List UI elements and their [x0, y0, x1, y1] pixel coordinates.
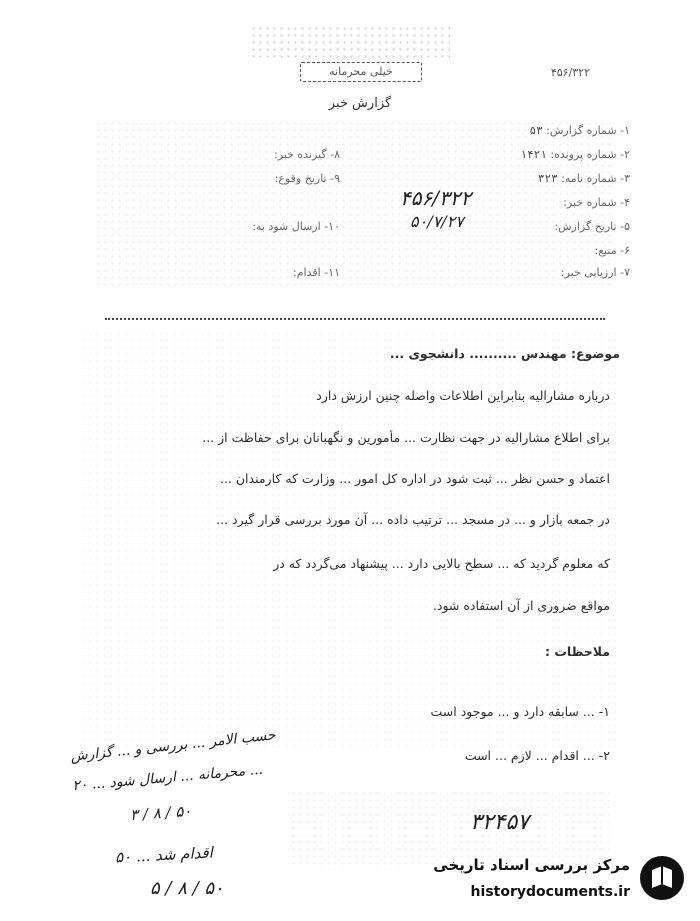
body-line: درباره مشارالیه بنابراین اطلاعات واصله چنین ارزش دارد: [316, 388, 610, 403]
body-line: برای اطلاع مشارالیه در جهت نظارت ... مأمورین و نگهبانان برای حفاظت از ...: [202, 430, 610, 445]
book-logo-icon: [638, 854, 686, 902]
remark-item: ۲- ... اقدام ... لازم ... است: [464, 748, 610, 763]
field-value: ۱۴۲۱: [520, 148, 547, 161]
field-label: ۸- گیرنده خبر:: [273, 148, 340, 161]
field-label: ۶- منبع:: [594, 244, 630, 257]
field-label: ۹- تاریخ وقوع:: [274, 172, 340, 185]
field-label: ۱- شماره گزارش:: [546, 124, 630, 137]
handwritten-note: حسب الامر ... بررسی و ... گزارش: [69, 727, 277, 765]
field-label: ۱۰- ارسال شود به:: [252, 220, 340, 233]
archive-logo: [420, 848, 690, 918]
field-label: ۴- شماره خبر:: [563, 196, 630, 209]
field-news-number: [563, 196, 630, 209]
halftone-band-top: [250, 25, 450, 60]
field-evaluation: [561, 266, 630, 279]
field-action: [293, 266, 340, 279]
handwritten-stamp-number: ۳۲۴۵۷: [470, 810, 530, 835]
field-label: ۳- شماره نامه:: [561, 172, 630, 185]
field-file-number: [520, 148, 630, 161]
body-line: اعتماد و حسن نظر ... ثبت شود در اداره کل امور ... وزارت که کارمندان ...: [219, 471, 610, 486]
remarks-title: ملاحظات :: [544, 644, 610, 659]
handwritten-report-date: ۵۰/۷/۲۷: [410, 212, 464, 231]
halftone-band-fields: [95, 120, 615, 290]
body-line: مواقع ضروری از آن استفاده شود.: [432, 598, 610, 613]
field-report-date: [554, 220, 630, 233]
handwritten-note: ... محرمانه ... ارسال شود ... ۲۰: [71, 761, 264, 795]
subject-line: موضوع: مهندس .......... دانشجوی ...: [389, 346, 620, 361]
handwritten-news-number: ۴۵۶/۳۲۲: [400, 186, 472, 210]
field-value: ۳۲۳: [537, 172, 558, 185]
field-value: ۵۳: [529, 124, 543, 137]
body-line: در جمعه بازار و ... در مسجد ... ترتیب داده ... آن مورد بررسی قرار گیرد ...: [216, 512, 610, 527]
field-label: ۵- تاریخ گزارش:: [554, 220, 630, 233]
handwritten-note: ۵۰ / ۸ / ۳: [129, 801, 192, 825]
field-letter-number: [538, 172, 630, 185]
field-label: ۷- ارزیابی خبر:: [560, 266, 630, 279]
classification-stamp: خیلی محرمانه: [300, 62, 422, 82]
body-line: که معلوم گردید که ... سطح بالایی دارد ... پیشنهاد می‌گردد که در: [273, 556, 610, 571]
page-title: گزارش خبر: [328, 96, 392, 111]
logo-title: مرکز بررسی اسناد تاریخی: [433, 856, 630, 874]
handwritten-note: اقدام شد ... ۵۰: [114, 843, 214, 867]
handwritten-note: ۵۰ / ۸ / ۵: [150, 878, 224, 899]
remark-item: ۱- ... سابقه دارد و ... موجود است: [430, 704, 610, 719]
field-label: ۱۱- اقدام:: [293, 266, 340, 279]
section-divider: [105, 318, 605, 320]
field-occurrence-date: [275, 172, 340, 185]
field-send-to: [252, 220, 340, 233]
field-report-number: [530, 124, 630, 137]
field-recipient: [274, 148, 340, 161]
field-label: ۲- شماره پرونده:: [550, 148, 630, 161]
corner-code: ۴۵۶/۳۲۲: [550, 66, 590, 79]
field-source: [595, 244, 630, 257]
logo-url: historydocuments.ir: [470, 884, 630, 900]
